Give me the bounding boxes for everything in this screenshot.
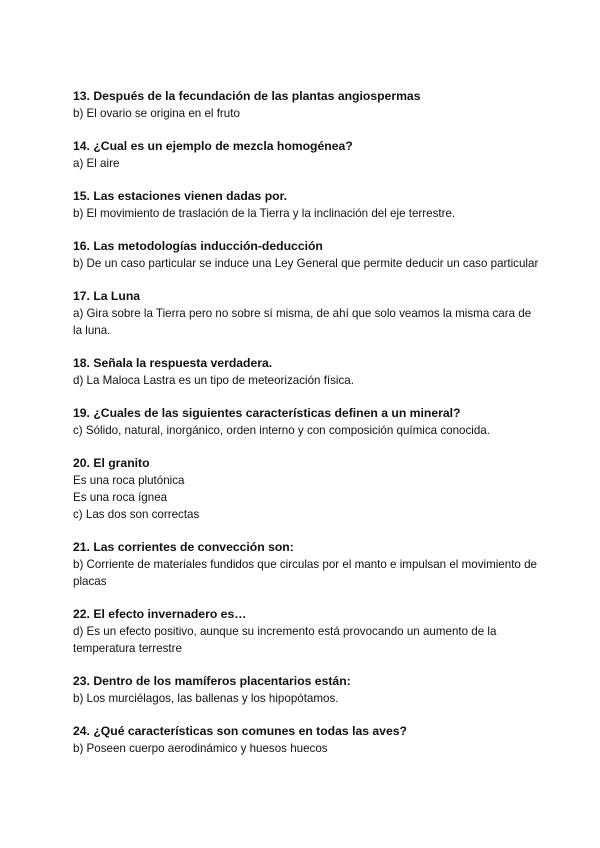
question-text: 18. Señala la respuesta verdadera. [73, 356, 273, 370]
qa-item [73, 673, 543, 707]
qa-item [73, 188, 543, 222]
question-text: 14. ¿Cual es un ejemplo de mezcla homogénea? [73, 139, 353, 153]
answer-text: b) De un caso particular se induce una Ley General que permite deducir un caso particular [73, 257, 539, 270]
question-text: 16. Las metodologías inducción-deducción [73, 239, 323, 253]
qa-item [73, 88, 543, 122]
answer-text: a) Gira sobre la Tierra pero no sobre sí misma, de ahí que solo veamos la misma cara de la luna. [73, 307, 532, 337]
question-text: 15. Las estaciones vienen dadas por. [73, 189, 288, 203]
qa-item [73, 405, 543, 439]
qa-item [73, 288, 543, 339]
answer-text: b) El movimiento de traslación de la Tierra y la inclinación del eje terrestre. [73, 207, 456, 220]
question-text: 13. Después de la fecundación de las plantas angiospermas [73, 89, 421, 103]
answer-text: Es una roca plutónica [73, 474, 185, 487]
document-page [73, 88, 543, 773]
question-text: 17. La Luna [73, 289, 141, 303]
qa-item [73, 355, 543, 389]
qa-item [73, 606, 543, 657]
question-text: 23. Dentro de los mamíferos placentarios están: [73, 674, 351, 688]
answer-text: d) Es un efecto positivo, aunque su incremento está provocando un aumento de la temperatura terrestre [73, 625, 497, 655]
answer-text: b) Los murciélagos, las ballenas y los hipopótamos. [73, 692, 339, 705]
question-text: 19. ¿Cuales de las siguientes características definen a un mineral? [73, 406, 461, 420]
answer-text: a) El aire [73, 157, 120, 170]
question-text: 24. ¿Qué características son comunes en todas las aves? [73, 724, 407, 738]
question-text: 21. Las corrientes de convección son: [73, 540, 294, 554]
qa-item [73, 539, 543, 590]
question-text: 20. El granito [73, 456, 150, 470]
answer-text: c) Las dos son correctas [73, 508, 200, 521]
question-text: 22. El efecto invernadero es… [73, 607, 247, 621]
qa-item [73, 455, 543, 523]
answer-text: Es una roca ígnea [73, 491, 168, 504]
qa-item [73, 723, 543, 757]
qa-item [73, 238, 543, 272]
answer-text: b) Poseen cuerpo aerodinámico y huesos huecos [73, 742, 328, 755]
answer-text: d) La Maloca Lastra es un tipo de meteorización física. [73, 374, 354, 387]
answer-text: c) Sólido, natural, inorgánico, orden interno y con composición química conocida. [73, 424, 490, 437]
answer-text: b) Corriente de materiales fundidos que circulas por el manto e impulsan el movimiento de placas [73, 558, 537, 588]
answer-text: b) El ovario se origina en el fruto [73, 107, 240, 120]
qa-item [73, 138, 543, 172]
